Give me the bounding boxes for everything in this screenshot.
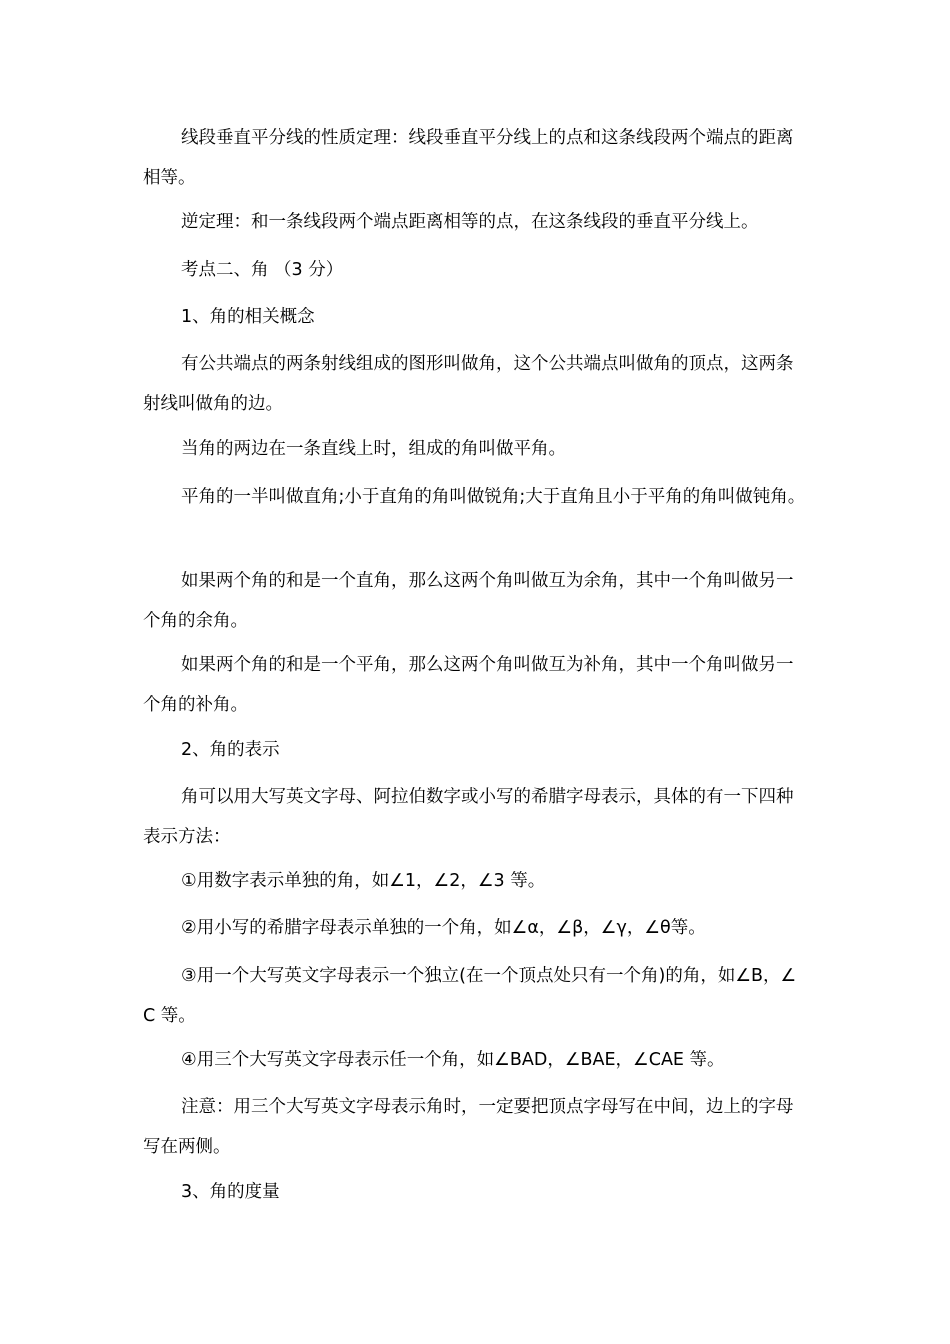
- list-item-notation-2: ②用小写的希腊字母表示单独的一个角，如∠α，∠β，∠γ，∠θ等。: [181, 918, 706, 938]
- paragraph-supplementary: 如果两个角的和是一个平角，那么这两个角叫做互为补角，其中一个角叫做另一个角的补角。: [143, 655, 794, 715]
- list-item-notation-3: ③用一个大写英文字母表示一个独立(在一个顶点处只有一个角)的角，如∠B，∠C 等。: [143, 966, 797, 1026]
- subheading-angle-measure: 3、角的度量: [181, 1182, 280, 1202]
- section-heading-angle: 考点二、角 （3 分）: [181, 260, 344, 280]
- paragraph-straight-angle: 当角的两边在一条直线上时，组成的角叫做平角。: [181, 439, 566, 459]
- subheading-angle-concepts: 1、角的相关概念: [181, 307, 315, 327]
- paragraph-complementary: 如果两个角的和是一个直角，那么这两个角叫做互为余角，其中一个角叫做另一个角的余角。: [143, 571, 794, 631]
- paragraph-right-acute-obtuse: 平角的一半叫做直角;小于直角的角叫做锐角;大于直角且小于平角的角叫做钝角。: [181, 487, 806, 507]
- paragraph-notation-note: 注意：用三个大写英文字母表示角时，一定要把顶点字母写在中间，边上的字母写在两侧。: [143, 1097, 794, 1157]
- subheading-angle-notation: 2、角的表示: [181, 740, 280, 760]
- list-item-notation-4: ④用三个大写英文字母表示任一个角，如∠BAD，∠BAE，∠CAE 等。: [181, 1050, 725, 1070]
- paragraph-converse-theorem: 逆定理：和一条线段两个端点距离相等的点，在这条线段的垂直平分线上。: [181, 212, 759, 232]
- paragraph-angle-definition: 有公共端点的两条射线组成的图形叫做角，这个公共端点叫做角的顶点，这两条射线叫做角的边。: [143, 354, 794, 414]
- paragraph-notation-intro: 角可以用大写英文字母、阿拉伯数字或小写的希腊字母表示，具体的有一下四种表示方法：: [143, 787, 794, 847]
- paragraph-bisector-theorem: 线段垂直平分线的性质定理：线段垂直平分线上的点和这条线段两个端点的距离相等。: [143, 128, 794, 188]
- list-item-notation-1: ①用数字表示单独的角，如∠1，∠2，∠3 等。: [181, 871, 546, 891]
